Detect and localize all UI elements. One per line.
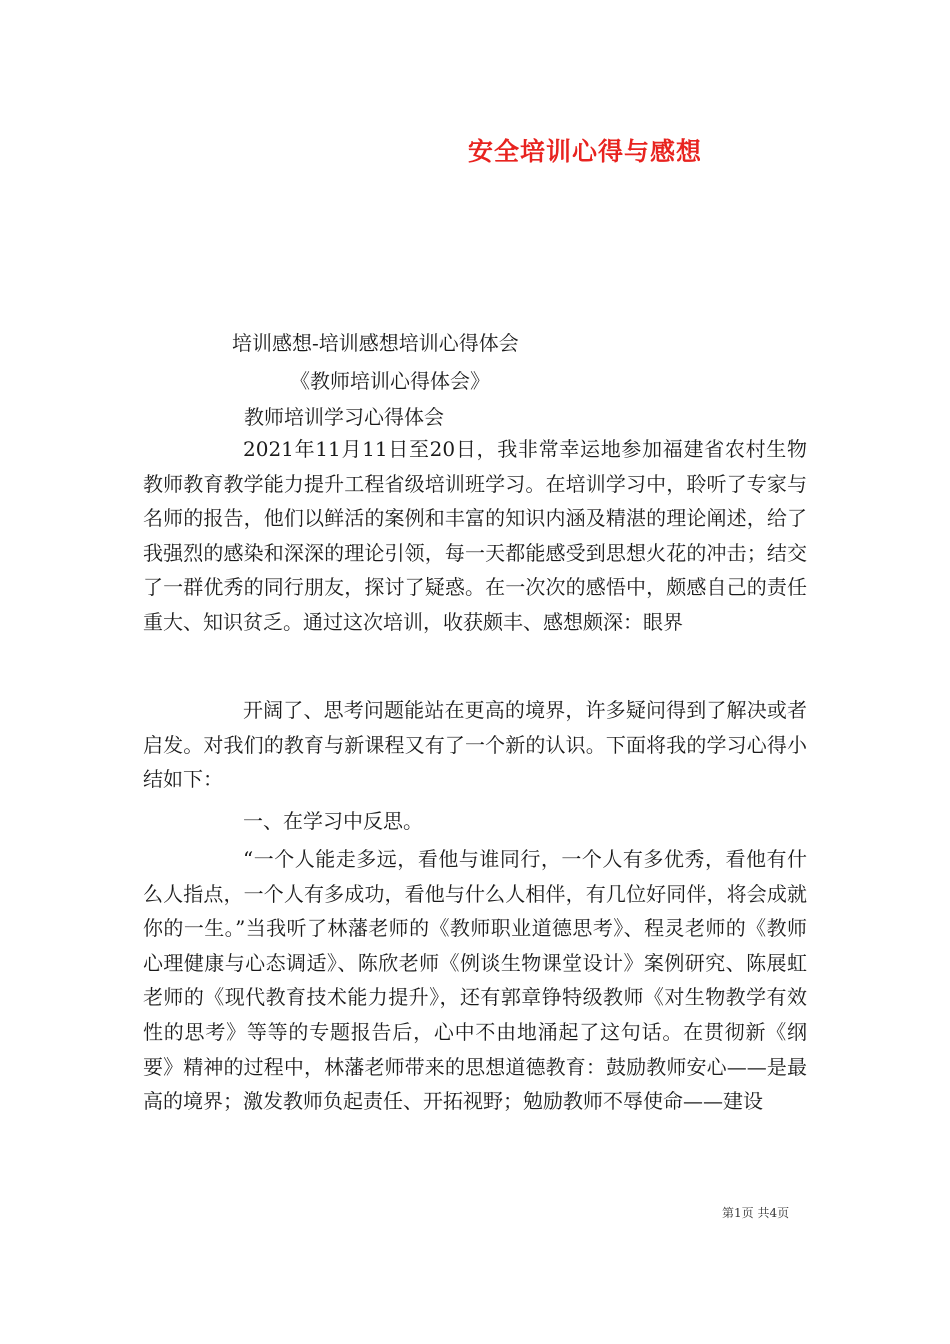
paragraph-continuation: 开阔了、思考问题能站在更高的境界，许多疑问得到了解决或者启发。对我们的教育与新课程又有了一个新的认识。下面将我的学习心得小结如下： <box>143 698 807 792</box>
paragraph-quote: “一个人能走多远，看他与谁同行，一个人有多优秀，看他有什么人指点，一个人有多成功，看他与什么人相伴，有几位好同伴，将会成就你的一生。”当我听了林藩老师的《教师职业道德思考》、程灵老师的《教师心理健康与心态调适》、陈欣老师《例谈生物课堂设计》案例研究、陈展虹老师的《现代教育技术能力提升》，还有郭章铮特级教师《对生物教学有效性的思考》等等的专题报告后，心中不由地涌起了这句话。在贯彻新《纲要》精神的过程中，林藩老师带来的思想道德教育：鼓励教师安心——是最高的境界；激发教师负起责任、开拓视野；勉励教师不辱使命——建设 <box>143 847 807 1114</box>
paragraph-intro: 2021年11月11日至20日，我非常幸运地参加福建省农村生物教师教育教学能力提升工程省级培训班学习。在培训学习中，聆听了专家与名师的报告，他们以鲜活的案例和丰富的知识内涵及精湛的理论阐述，给了我强烈的感染和深深的理论引领，每一天都能感受到思想火花的冲击；结交了一群优秀的同行朋友，探讨了疑惑。在一次次的感悟中，颇感自己的责任重大、知识贫乏。通过这次培训，收获颇丰、感想颇深：眼界 <box>143 437 807 634</box>
heading-book-title: 《教师培训心得体会》 <box>290 369 490 393</box>
page-number-footer: 第1页 共4页 <box>722 1206 790 1220</box>
heading-training-thoughts: 培训感想-培训感想培训心得体会 <box>232 331 519 355</box>
heading-study-notes: 教师培训学习心得体会 <box>244 405 444 429</box>
section-heading-reflection: 一、在学习中反思。 <box>243 809 423 833</box>
document-title: 安全培训心得与感想 <box>468 137 703 166</box>
